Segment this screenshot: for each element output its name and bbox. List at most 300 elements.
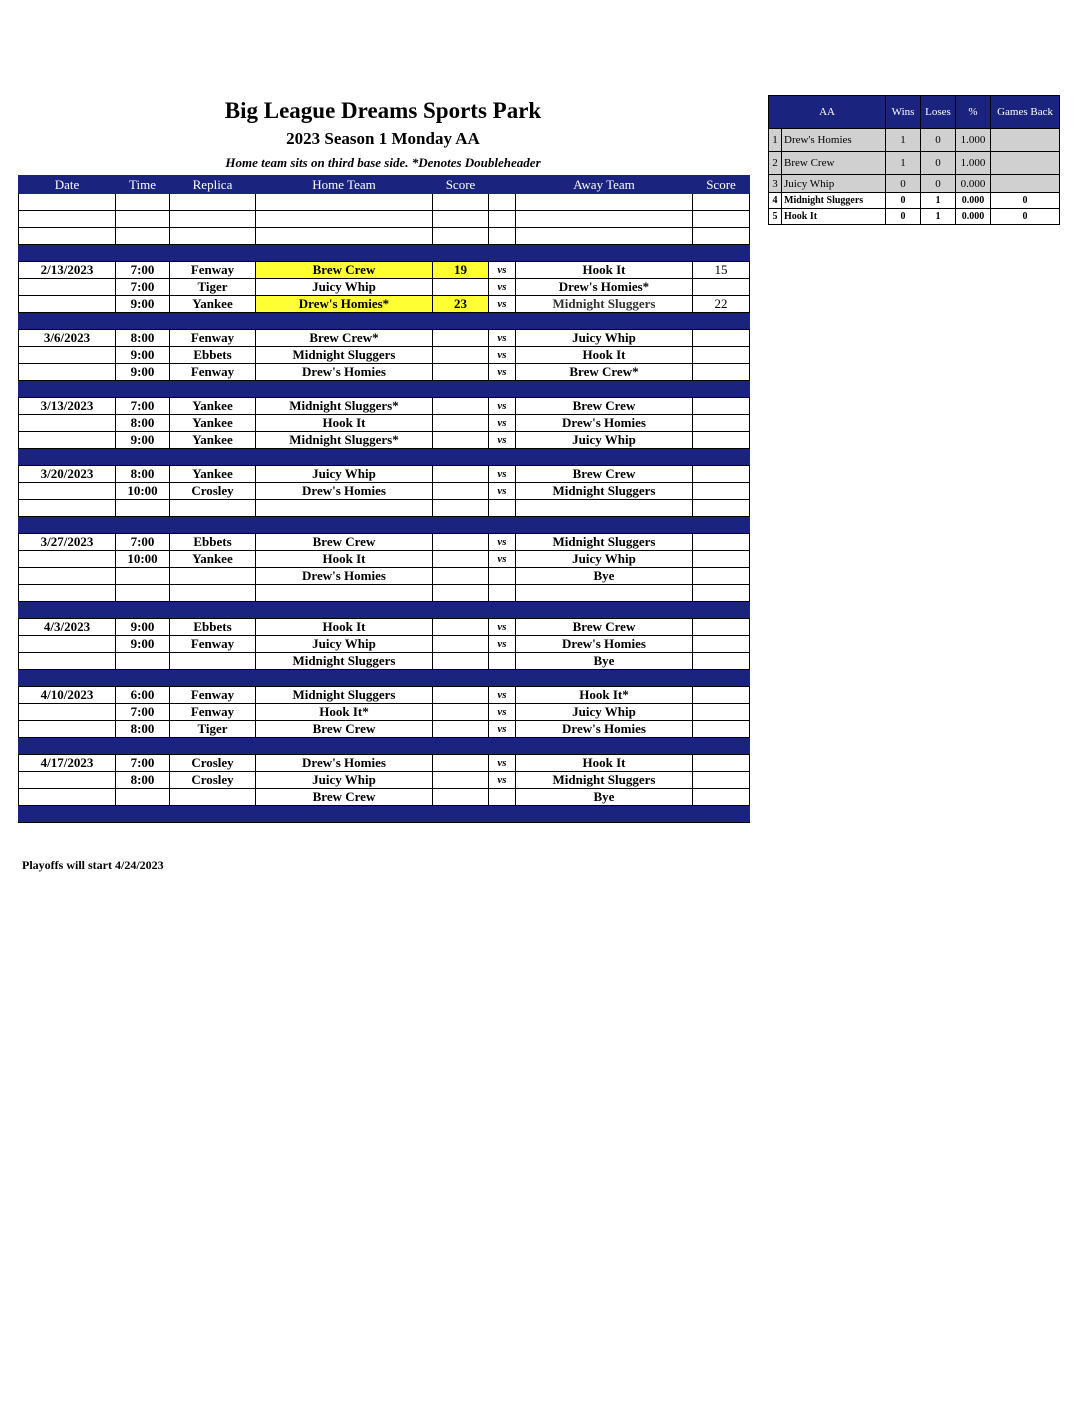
blank-cell [489,228,516,245]
date-cell: 2/13/2023 [19,262,116,279]
date-cell [19,364,116,381]
separator-cell [516,670,693,687]
blank-cell [19,500,116,517]
separator-cell [170,670,256,687]
standings-team: Juicy Whip [782,175,886,193]
blank-row [19,500,750,517]
blank-cell [19,211,116,228]
standings-pct: 1.000 [956,129,991,152]
blank-cell [433,228,489,245]
home-score-cell [433,687,489,704]
separator-row [19,670,750,687]
replica-cell [170,789,256,806]
replica-cell: Fenway [170,330,256,347]
blank-cell [693,585,750,602]
separator-cell [433,449,489,466]
time-cell: 7:00 [116,704,170,721]
standings-rank: 4 [769,193,782,209]
blank-cell [116,500,170,517]
separator-row [19,449,750,466]
away-team-cell: Drew's Homies [516,636,693,653]
vs-cell: vs [489,347,516,364]
replica-cell: Fenway [170,636,256,653]
page-note: Home team sits on third base side. *Denotes Doubleheader [225,155,541,170]
away-team-cell: Bye [516,653,693,670]
separator-row [19,738,750,755]
standings-table [768,95,1060,225]
away-team-cell: Hook It [516,262,693,279]
separator-cell [516,381,693,398]
away-team-cell: Bye [516,789,693,806]
home-team-cell: Hook It [256,551,433,568]
standings-games-back: 0 [991,193,1060,209]
vs-cell: vs [489,296,516,313]
game-row [19,483,750,500]
blank-row [19,585,750,602]
away-score-cell [693,755,750,772]
away-score-cell [693,653,750,670]
col-header-vs [489,176,516,194]
replica-cell: Yankee [170,551,256,568]
standings-header-loses: Loses [921,96,956,129]
blank-cell [170,228,256,245]
home-score-cell [433,755,489,772]
away-score-cell [693,551,750,568]
vs-cell: vs [489,398,516,415]
time-cell: 9:00 [116,296,170,313]
home-team-cell: Hook It [256,415,433,432]
col-header-replica: Replica [170,176,256,194]
game-row [19,330,750,347]
standings-row [769,175,1060,193]
blank-cell [516,585,693,602]
schedule-body [19,194,750,823]
time-cell: 8:00 [116,721,170,738]
standings-wins: 1 [886,152,921,175]
away-score-cell [693,704,750,721]
replica-cell: Ebbets [170,619,256,636]
separator-cell [116,449,170,466]
game-row [19,466,750,483]
time-cell [116,653,170,670]
game-row [19,432,750,449]
game-row [19,296,750,313]
away-team-cell: Hook It [516,347,693,364]
vs-cell: vs [489,279,516,296]
separator-cell [170,381,256,398]
standings-header-division: AA [769,96,886,129]
separator-cell [489,381,516,398]
vs-cell: vs [489,364,516,381]
away-score-cell [693,772,750,789]
replica-cell: Fenway [170,704,256,721]
separator-cell [19,602,116,619]
separator-cell [516,245,693,262]
standings-games-back [991,129,1060,152]
separator-cell [516,449,693,466]
replica-cell: Fenway [170,262,256,279]
game-row [19,551,750,568]
separator-cell [433,517,489,534]
vs-cell: vs [489,755,516,772]
vs-cell: vs [489,466,516,483]
blank-cell [489,585,516,602]
standings-games-back [991,175,1060,193]
separator-cell [516,517,693,534]
home-team-cell: Hook It [256,619,433,636]
away-score-cell [693,364,750,381]
vs-cell: vs [489,636,516,653]
time-cell: 7:00 [116,262,170,279]
blank-cell [256,194,433,211]
separator-cell [256,381,433,398]
home-score-cell [433,415,489,432]
time-cell: 7:00 [116,279,170,296]
standings-rank: 3 [769,175,782,193]
standings-pct: 0.000 [956,193,991,209]
col-header-away-score: Score [693,176,750,194]
home-team-cell: Midnight Sluggers [256,687,433,704]
blank-cell [516,228,693,245]
home-team-cell: Brew Crew* [256,330,433,347]
col-header-away-team: Away Team [516,176,693,194]
time-cell: 10:00 [116,483,170,500]
separator-row [19,381,750,398]
page-subtitle: 2023 Season 1 Monday AA [286,129,480,148]
separator-cell [489,670,516,687]
time-cell: 8:00 [116,772,170,789]
blank-cell [256,228,433,245]
separator-cell [256,449,433,466]
separator-cell [256,313,433,330]
game-row [19,704,750,721]
away-score-cell [693,347,750,364]
separator-cell [489,806,516,823]
separator-cell [489,245,516,262]
standings-row [769,129,1060,152]
date-cell [19,789,116,806]
date-cell [19,415,116,432]
date-cell [19,721,116,738]
blank-cell [256,585,433,602]
game-row [19,755,750,772]
col-header-home-score: Score [433,176,489,194]
schedule-table [18,175,750,823]
away-score-cell [693,534,750,551]
standings-loses: 0 [921,152,956,175]
home-score-cell [433,721,489,738]
home-score-cell: 23 [433,296,489,313]
away-score-cell [693,619,750,636]
away-score-cell [693,687,750,704]
home-team-cell: Brew Crew [256,789,433,806]
blank-cell [693,211,750,228]
blank-cell [516,194,693,211]
separator-cell [693,602,750,619]
away-score-cell [693,483,750,500]
away-team-cell: Drew's Homies [516,721,693,738]
blank-cell [693,194,750,211]
date-cell [19,551,116,568]
separator-cell [516,313,693,330]
time-cell [116,789,170,806]
home-score-cell [433,704,489,721]
standings-loses: 1 [921,193,956,209]
separator-cell [693,670,750,687]
vs-cell: vs [489,772,516,789]
date-cell [19,279,116,296]
separator-cell [516,602,693,619]
standings-pct: 0.000 [956,175,991,193]
date-cell: 3/20/2023 [19,466,116,483]
home-score-cell [433,398,489,415]
home-team-cell: Drew's Homies [256,568,433,585]
separator-row [19,313,750,330]
replica-cell: Crosley [170,483,256,500]
vs-cell: vs [489,262,516,279]
separator-cell [19,806,116,823]
blank-cell [693,500,750,517]
game-row [19,534,750,551]
separator-cell [516,806,693,823]
standings-body [769,129,1060,225]
separator-cell [116,245,170,262]
away-team-cell: Juicy Whip [516,704,693,721]
date-cell: 3/27/2023 [19,534,116,551]
separator-cell [170,738,256,755]
separator-cell [19,738,116,755]
vs-cell: vs [489,619,516,636]
away-team-cell: Hook It* [516,687,693,704]
home-team-cell: Juicy Whip [256,636,433,653]
away-team-cell: Drew's Homies [516,415,693,432]
separator-cell [693,449,750,466]
date-cell [19,432,116,449]
separator-cell [19,381,116,398]
standings-team: Hook It [782,209,886,225]
standings-header-row [769,96,1060,129]
replica-cell: Tiger [170,279,256,296]
time-cell: 9:00 [116,432,170,449]
separator-cell [489,602,516,619]
separator-row [19,517,750,534]
replica-cell: Crosley [170,772,256,789]
separator-cell [116,806,170,823]
separator-row [19,806,750,823]
replica-cell: Yankee [170,415,256,432]
home-team-cell: Drew's Homies [256,483,433,500]
home-team-cell: Drew's Homies [256,364,433,381]
date-cell: 3/6/2023 [19,330,116,347]
date-cell: 3/13/2023 [19,398,116,415]
vs-cell: vs [489,534,516,551]
blank-cell [19,228,116,245]
home-team-cell: Juicy Whip [256,279,433,296]
blank-cell [19,585,116,602]
blank-cell [433,500,489,517]
away-score-cell [693,279,750,296]
separator-cell [19,517,116,534]
separator-cell [693,313,750,330]
separator-cell [489,517,516,534]
standings-row [769,193,1060,209]
blank-cell [433,211,489,228]
separator-cell [693,245,750,262]
vs-cell [489,653,516,670]
separator-row [19,245,750,262]
date-cell [19,296,116,313]
separator-cell [170,517,256,534]
home-score-cell [433,347,489,364]
separator-cell [433,381,489,398]
away-score-cell [693,789,750,806]
away-team-cell: Brew Crew [516,466,693,483]
replica-cell [170,568,256,585]
game-row [19,568,750,585]
separator-cell [19,313,116,330]
blank-cell [256,211,433,228]
home-team-cell: Drew's Homies [256,755,433,772]
standings-pct: 0.000 [956,209,991,225]
page-title: Big League Dreams Sports Park [224,98,542,123]
away-team-cell: Midnight Sluggers [516,483,693,500]
away-team-cell: Bye [516,568,693,585]
game-row [19,279,750,296]
standings-loses: 1 [921,209,956,225]
col-header-time: Time [116,176,170,194]
home-team-cell: Midnight Sluggers [256,653,433,670]
separator-cell [170,449,256,466]
date-cell: 4/10/2023 [19,687,116,704]
date-cell [19,483,116,500]
replica-cell [170,653,256,670]
separator-cell [170,806,256,823]
separator-cell [170,245,256,262]
game-row [19,636,750,653]
away-score-cell [693,415,750,432]
separator-cell [256,245,433,262]
standings-header-pct: % [956,96,991,129]
separator-cell [170,602,256,619]
col-header-date: Date [19,176,116,194]
separator-cell [489,313,516,330]
separator-cell [170,313,256,330]
schedule-header-row [19,176,750,194]
home-score-cell [433,534,489,551]
blank-cell [116,228,170,245]
blank-cell [489,194,516,211]
home-score-cell [433,789,489,806]
replica-cell: Crosley [170,755,256,772]
home-score-cell [433,772,489,789]
away-team-cell: Midnight Sluggers [516,534,693,551]
standings-rank: 2 [769,152,782,175]
vs-cell [489,568,516,585]
away-score-cell [693,636,750,653]
vs-cell: vs [489,704,516,721]
blank-row [19,194,750,211]
separator-cell [433,806,489,823]
blank-cell [170,500,256,517]
time-cell: 9:00 [116,636,170,653]
date-cell [19,772,116,789]
vs-cell: vs [489,721,516,738]
date-cell [19,347,116,364]
blank-cell [433,585,489,602]
time-cell: 7:00 [116,398,170,415]
home-team-cell: Brew Crew [256,534,433,551]
blank-cell [693,228,750,245]
vs-cell: vs [489,687,516,704]
away-team-cell: Juicy Whip [516,551,693,568]
game-row [19,721,750,738]
replica-cell: Yankee [170,398,256,415]
separator-cell [433,313,489,330]
date-cell: 4/17/2023 [19,755,116,772]
vs-cell: vs [489,330,516,347]
home-score-cell [433,636,489,653]
blank-cell [19,194,116,211]
away-team-cell: Brew Crew [516,398,693,415]
home-score-cell [433,483,489,500]
away-score-cell [693,398,750,415]
time-cell: 7:00 [116,755,170,772]
replica-cell: Fenway [170,687,256,704]
separator-cell [693,517,750,534]
standings-row [769,152,1060,175]
blank-row [19,228,750,245]
vs-cell: vs [489,551,516,568]
date-cell: 4/3/2023 [19,619,116,636]
time-cell: 9:00 [116,619,170,636]
vs-cell: vs [489,415,516,432]
separator-cell [116,381,170,398]
separator-cell [693,738,750,755]
game-row [19,687,750,704]
game-row [19,415,750,432]
replica-cell: Yankee [170,296,256,313]
home-score-cell [433,568,489,585]
separator-cell [433,245,489,262]
standings-team: Brew Crew [782,152,886,175]
blank-cell [433,194,489,211]
blank-cell [489,211,516,228]
separator-cell [433,602,489,619]
standings-games-back: 0 [991,209,1060,225]
blank-cell [256,500,433,517]
footer-note: Playoffs will start 4/24/2023 [22,858,164,872]
home-score-cell [433,653,489,670]
vs-cell: vs [489,432,516,449]
time-cell: 9:00 [116,364,170,381]
standings-rank: 1 [769,129,782,152]
separator-cell [256,602,433,619]
vs-cell: vs [489,483,516,500]
away-team-cell: Midnight Sluggers [516,772,693,789]
time-cell: 8:00 [116,330,170,347]
home-team-cell: Juicy Whip [256,772,433,789]
blank-row [19,211,750,228]
separator-cell [19,449,116,466]
separator-cell [516,738,693,755]
blank-cell [489,500,516,517]
separator-cell [256,670,433,687]
game-row [19,653,750,670]
separator-cell [116,313,170,330]
home-team-cell: Drew's Homies* [256,296,433,313]
replica-cell: Fenway [170,364,256,381]
standings-header-games-back: Games Back [991,96,1060,129]
